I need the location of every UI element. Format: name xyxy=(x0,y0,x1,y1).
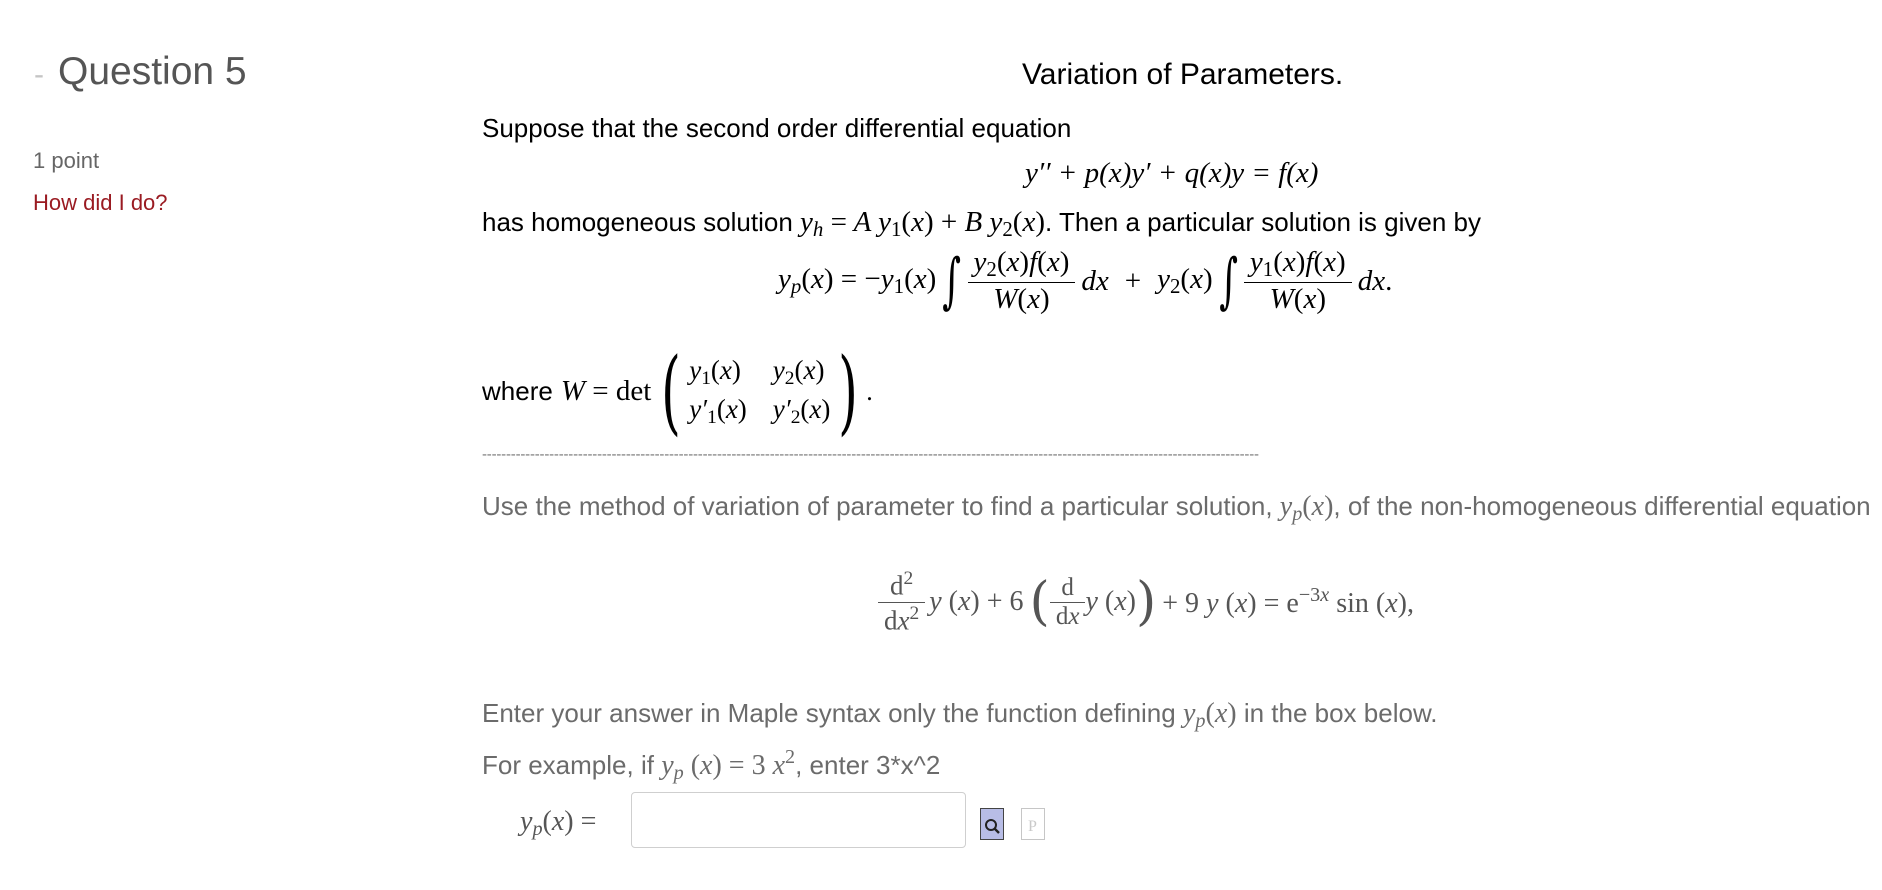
homog-text: has homogeneous solution xyxy=(482,207,793,237)
example-text-2: , enter 3*x^2 xyxy=(795,750,941,781)
preview-icon[interactable] xyxy=(980,808,1004,840)
answer-input[interactable] xyxy=(631,792,966,848)
homog-formula: $y_h = A$ $y_1(x) + B$ $y_2(x)$ xyxy=(800,206,1045,242)
answer-note-text-1: Enter your answer in Maple syntax only the function defining xyxy=(482,698,1176,728)
homog-text-end: . Then a particular solution is given by xyxy=(1045,207,1481,237)
task-instruction: Use the method of variation of parameter to find a particular solution, $y_p(x)$, of the non-homogeneous differential equation xyxy=(482,491,1871,526)
integral-sign-1: ∫ xyxy=(942,246,962,317)
maple-icon[interactable] xyxy=(1021,808,1045,840)
sidebar xyxy=(34,50,364,94)
task-text-1: Use the method of variation of parameter to find a particular solution, xyxy=(482,491,1273,521)
general-equation: y′′ + p(x)y′ + q(x)y = f(x) xyxy=(1025,157,1319,189)
integral-sign-2: ∫ xyxy=(1218,246,1238,317)
question-title: Question 5 xyxy=(58,50,247,93)
points-label: 1 point xyxy=(33,148,100,173)
example-line: For example, if $y_p$ (x) = 3 $x^2$, enter 3*x^2 xyxy=(482,746,941,785)
example-text-1: For example, if xyxy=(482,750,654,781)
answer-label: $y_p(x)$ = xyxy=(520,806,597,841)
answer-note-text-2: in the box below. xyxy=(1243,698,1438,728)
wronskian-line: where W = det ( $y_1(x)$ $y_2(x)$ $y'_1(x)$ $y'_2(x)$ ) . xyxy=(482,338,873,445)
separator-line: ------------------------------------------------------------------------------------------------------------------------------------------------------------------ xyxy=(482,446,1259,463)
particular-solution-formula: $y_p(x) = -y_1(x)$ ∫ $\frac{y_2(x)f(x)}{W(x)}$ dx + $y_2(x)$ ∫ $\frac{y_1(x)f(x)}{W(x)}$ dx. xyxy=(778,246,1393,317)
second-derivative: $\frac{d^2}{dx^2}$ xyxy=(878,568,925,636)
intro-text: Suppose that the second order differential equation xyxy=(482,113,1072,143)
fraction-2: $\frac{y_1(x)f(x)}{W(x)}$ xyxy=(1244,246,1352,316)
fraction-1: $\frac{y_2(x)f(x)}{W(x)}$ xyxy=(968,246,1076,316)
where-text: where xyxy=(482,376,553,406)
answer-note: Enter your answer in Maple syntax only the function defining $y_p(x)$ in the box below. xyxy=(482,698,1438,733)
question-header xyxy=(34,50,364,94)
svg-text:P: P xyxy=(1028,818,1037,835)
collapse-toggle[interactable]: - xyxy=(34,58,44,91)
ode-equation: $\frac{d^2}{dx^2}$ y (x) + 6 ( $\frac{d}{dx}$ y (x) ) + 9 y $(x) = e^{-3x}$ sin (x), xyxy=(878,568,1414,636)
problem-heading: Variation of Parameters. xyxy=(1022,58,1344,91)
homogeneous-line xyxy=(482,206,1481,242)
how-did-i-do-link[interactable]: How did I do? xyxy=(33,190,168,215)
wronskian-matrix: $y_1(x)$ $y_2(x)$ $y'_1(x)$ $y'_2(x)$ xyxy=(689,354,831,428)
task-text-2: , of the non-homogeneous differential equation xyxy=(1333,491,1871,521)
first-derivative: $\frac{d}{dx}$ xyxy=(1050,574,1086,631)
